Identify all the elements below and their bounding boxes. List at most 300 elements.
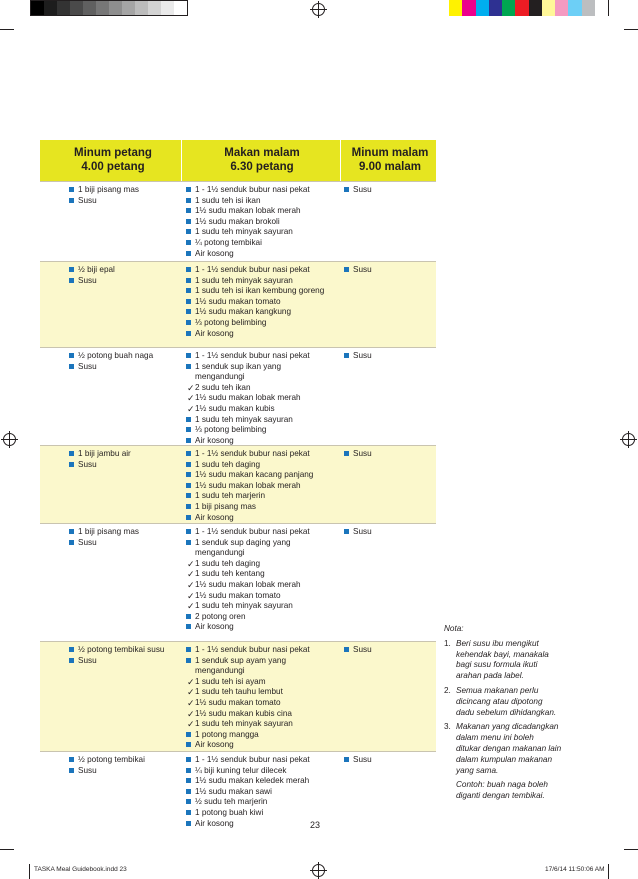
list-item xyxy=(186,265,324,276)
crop-mark xyxy=(608,0,609,16)
item-text: 1 - 1½ senduk bubur nasi pekat xyxy=(195,265,310,274)
item-text: Susu xyxy=(353,755,372,764)
list-item xyxy=(344,527,372,538)
list-item xyxy=(186,687,310,698)
bullet-square-icon xyxy=(186,251,191,256)
checkmark-icon: ✓ xyxy=(187,697,195,708)
list-item xyxy=(344,265,372,276)
bullet-square-icon xyxy=(344,647,349,652)
bullet-square-icon xyxy=(186,462,191,467)
header-time: 4.00 petang xyxy=(81,161,145,173)
list-item xyxy=(186,185,310,196)
item-text: 1½ sudu makan kangkung xyxy=(195,307,292,317)
grayscale-color-bar xyxy=(30,0,188,16)
header-time: 9.00 malam xyxy=(358,161,421,173)
item-text: 1½ sudu makan kubis cina xyxy=(195,708,292,718)
list-item xyxy=(186,666,310,677)
item-text: 2 sudu teh ikan xyxy=(195,382,251,392)
list-item xyxy=(186,286,324,297)
item-text: mengandungi xyxy=(195,372,245,382)
page-number: 23 xyxy=(310,820,321,830)
note-line: Semua makanan perlu xyxy=(456,685,539,695)
list-item xyxy=(186,527,310,538)
table-row xyxy=(40,641,436,751)
header-minum-petang xyxy=(58,146,168,174)
list-item xyxy=(186,362,310,373)
table-cell xyxy=(69,265,115,286)
table-row xyxy=(40,751,436,835)
bullet-square-icon xyxy=(186,742,191,747)
bullet-square-icon xyxy=(186,438,191,443)
bullet-square-icon xyxy=(186,198,191,203)
note-line: Contoh: buah naga boleh xyxy=(456,780,548,790)
checkmark-icon: ✓ xyxy=(187,719,195,730)
list-item xyxy=(186,808,310,819)
table-row xyxy=(40,181,436,261)
item-text: mengandungi xyxy=(195,666,245,676)
list-item xyxy=(186,460,313,471)
list-item xyxy=(186,709,310,720)
bullet-square-icon xyxy=(69,187,74,192)
list-item xyxy=(186,491,313,502)
crop-mark xyxy=(29,864,30,879)
item-text: ¼ biji kuning telur dilecek xyxy=(195,765,287,775)
bullet-square-icon xyxy=(186,624,191,629)
bullet-square-icon xyxy=(186,647,191,652)
note-line: yang sama. xyxy=(456,765,499,775)
bullet-square-icon xyxy=(186,778,191,783)
checkmark-icon: ✓ xyxy=(187,590,195,601)
table-header xyxy=(40,140,436,181)
item-text: 1 sudu teh minyak sayuran xyxy=(195,275,293,285)
bullet-square-icon xyxy=(69,540,74,545)
note-line: arahan pada label. xyxy=(456,671,524,681)
item-text: 1 sudu teh isi ayam xyxy=(195,676,266,686)
item-text: 1 senduk sup daging yang xyxy=(195,537,291,547)
list-item xyxy=(69,196,139,207)
table-cell xyxy=(344,527,372,538)
list-item xyxy=(186,819,310,830)
list-item xyxy=(186,776,310,787)
item-text: Susu xyxy=(78,275,97,285)
item-text: 1½ sudu makan brokoli xyxy=(195,216,280,226)
list-item xyxy=(186,470,313,481)
bullet-square-icon xyxy=(186,240,191,245)
item-text: Susu xyxy=(353,645,372,654)
bullet-square-icon xyxy=(186,540,191,545)
item-text: 1½ sudu makan kacang panjang xyxy=(195,470,314,480)
item-text: 1½ sudu makan tomato xyxy=(195,296,281,306)
note-line: Makanan yang dicadangkan xyxy=(456,722,559,732)
item-text: 1 sudu teh daging xyxy=(195,558,261,568)
bullet-square-icon xyxy=(186,529,191,534)
bullet-square-icon xyxy=(186,483,191,488)
bullet-square-icon xyxy=(186,331,191,336)
list-item xyxy=(186,766,310,777)
list-item xyxy=(69,538,139,549)
bullet-square-icon xyxy=(186,278,191,283)
registration-mark-icon xyxy=(622,433,635,446)
bullet-square-icon xyxy=(186,810,191,815)
checkmark-icon: ✓ xyxy=(187,569,195,580)
item-text: 1 potong mangga xyxy=(195,729,259,739)
item-text: Air kosong xyxy=(195,740,234,750)
note-number: 2. xyxy=(444,685,451,695)
table-row xyxy=(40,445,436,523)
list-item xyxy=(69,645,164,656)
item-text: 1 sudu teh tauhu lembut xyxy=(195,687,283,697)
item-text: 1 - 1½ senduk bubur nasi pekat xyxy=(195,645,310,654)
item-text: 1 - 1½ senduk bubur nasi pekat xyxy=(195,527,310,536)
list-item xyxy=(186,645,310,656)
list-item xyxy=(69,351,153,362)
list-item xyxy=(186,206,310,217)
item-text: Air kosong xyxy=(195,818,234,828)
header-minum-malam xyxy=(344,146,436,174)
list-item xyxy=(69,185,139,196)
bullet-square-icon xyxy=(186,288,191,293)
bullet-square-icon xyxy=(344,757,349,762)
header-makan-malam xyxy=(186,146,338,174)
bullet-square-icon xyxy=(344,267,349,272)
list-item xyxy=(186,538,310,549)
item-text: ½ sudu teh marjerin xyxy=(195,797,268,807)
item-text: 1 biji pisang mas xyxy=(195,501,256,511)
item-text: 1½ sudu makan sawi xyxy=(195,786,272,796)
table-cell xyxy=(344,449,372,460)
item-text: Susu xyxy=(78,765,97,775)
table-cell xyxy=(344,185,372,196)
bullet-square-icon xyxy=(69,647,74,652)
bullet-square-icon xyxy=(69,198,74,203)
item-text: 1 biji pisang mas xyxy=(78,527,139,536)
item-text: 1½ sudu makan keledek merah xyxy=(195,776,310,786)
header-title: Makan malam xyxy=(224,147,300,159)
item-text: ½ potong buah naga xyxy=(78,351,154,360)
list-item xyxy=(186,797,310,808)
list-item xyxy=(69,766,145,777)
note-line: dadu sebelum dihidangkan. xyxy=(456,707,557,717)
item-text: ½ biji epal xyxy=(78,265,115,274)
list-item xyxy=(186,601,310,612)
table-cell xyxy=(69,185,139,206)
bullet-square-icon xyxy=(69,462,74,467)
note-line: ditukar dengan makanan lain xyxy=(456,743,562,753)
item-text: Susu xyxy=(78,195,97,205)
list-item xyxy=(186,677,310,688)
note-item xyxy=(444,686,584,718)
bullet-square-icon xyxy=(186,732,191,737)
table-cell xyxy=(186,755,310,829)
bullet-square-icon xyxy=(186,353,191,358)
list-item xyxy=(186,415,310,426)
item-text: Susu xyxy=(78,361,97,371)
item-text: Air kosong xyxy=(195,328,234,338)
item-text: 1 senduk sup ikan yang xyxy=(195,361,282,371)
item-text: ¼ potong tembikai xyxy=(195,237,262,247)
item-text: 1½ sudu makan lobak merah xyxy=(195,480,301,490)
item-text: Susu xyxy=(353,449,372,458)
cmyk-color-bar xyxy=(449,0,608,16)
list-item xyxy=(186,383,310,394)
bullet-square-icon xyxy=(186,299,191,304)
crop-mark xyxy=(608,864,609,879)
list-item xyxy=(186,513,313,524)
bullet-square-icon xyxy=(186,219,191,224)
item-text: 1 sudu teh isi ikan xyxy=(195,195,261,205)
item-text: ⅓ potong belimbing xyxy=(195,317,267,327)
checkmark-icon: ✓ xyxy=(187,601,195,612)
item-text: mengandungi xyxy=(195,548,245,558)
bullet-square-icon xyxy=(69,451,74,456)
checkmark-icon: ✓ xyxy=(187,393,195,404)
list-item xyxy=(69,449,131,460)
bullet-square-icon xyxy=(186,364,191,369)
list-item xyxy=(186,730,310,741)
list-item xyxy=(69,656,164,667)
item-text: Air kosong xyxy=(195,435,234,445)
item-text: Susu xyxy=(353,527,372,536)
bullet-square-icon xyxy=(69,658,74,663)
crop-mark xyxy=(624,849,638,850)
note-item xyxy=(444,639,584,682)
table-cell xyxy=(69,645,164,666)
list-item xyxy=(186,393,310,404)
list-item xyxy=(186,404,310,415)
bullet-square-icon xyxy=(69,529,74,534)
bullet-square-icon xyxy=(186,757,191,762)
list-item xyxy=(186,580,310,591)
item-text: 1 - 1½ senduk bubur nasi pekat xyxy=(195,755,310,764)
list-item xyxy=(186,481,313,492)
item-text: Susu xyxy=(78,537,97,547)
list-item xyxy=(186,238,310,249)
bullet-square-icon xyxy=(186,493,191,498)
list-item xyxy=(69,265,115,276)
list-item xyxy=(186,425,310,436)
table-cell xyxy=(186,645,310,751)
note-line: diganti dengan tembikai. xyxy=(456,791,545,801)
list-item xyxy=(344,351,372,362)
checkmark-icon: ✓ xyxy=(187,708,195,719)
bullet-square-icon xyxy=(186,267,191,272)
header-time: 6.30 petang xyxy=(230,161,294,173)
list-item xyxy=(186,656,310,667)
table-cell xyxy=(344,265,372,276)
item-text: Susu xyxy=(353,351,372,360)
registration-mark-icon xyxy=(3,433,16,446)
crop-mark xyxy=(0,849,14,850)
crop-mark xyxy=(0,29,14,30)
list-item xyxy=(186,740,310,751)
list-item xyxy=(186,591,310,602)
column-divider xyxy=(340,140,341,181)
item-text: 1 sudu teh minyak sayuran xyxy=(195,414,293,424)
table-row xyxy=(40,347,436,445)
item-text: Air kosong xyxy=(195,512,234,522)
crop-mark xyxy=(624,29,638,30)
table-cell xyxy=(344,351,372,362)
table-cell xyxy=(69,527,139,548)
list-item xyxy=(186,249,310,260)
list-item xyxy=(344,185,372,196)
bullet-square-icon xyxy=(344,451,349,456)
list-item xyxy=(186,569,310,580)
table-cell xyxy=(69,755,145,776)
item-text: 1 potong buah kiwi xyxy=(195,807,264,817)
bullet-square-icon xyxy=(186,614,191,619)
note-line: dicincang atau dipotong xyxy=(456,696,543,706)
registration-mark-icon xyxy=(312,864,325,877)
item-text: 1½ sudu makan lobak merah xyxy=(195,393,301,403)
bullet-square-icon xyxy=(69,353,74,358)
item-text: 1 sudu teh daging xyxy=(195,459,261,469)
note-number: 3. xyxy=(444,722,451,732)
list-item xyxy=(186,227,310,238)
list-item xyxy=(186,755,310,766)
list-item xyxy=(186,276,324,287)
bullet-square-icon xyxy=(69,768,74,773)
table-cell xyxy=(186,527,310,633)
note-item xyxy=(444,722,584,776)
item-text: Susu xyxy=(353,185,372,194)
bullet-square-icon xyxy=(186,658,191,663)
checkmark-icon: ✓ xyxy=(187,579,195,590)
list-item xyxy=(186,698,310,709)
bullet-square-icon xyxy=(344,187,349,192)
table-row xyxy=(40,523,436,641)
bullet-square-icon xyxy=(186,229,191,234)
item-text: 1 sudu teh marjerin xyxy=(195,491,266,501)
checkmark-icon: ✓ xyxy=(187,558,195,569)
item-text: Air kosong xyxy=(195,248,234,258)
note-line: kehendak bayi, manakala xyxy=(456,649,549,659)
list-item xyxy=(69,460,131,471)
bullet-square-icon xyxy=(69,757,74,762)
checkmark-icon: ✓ xyxy=(187,687,195,698)
bullet-square-icon xyxy=(186,427,191,432)
list-item xyxy=(186,502,313,513)
table-cell xyxy=(186,265,324,339)
list-item xyxy=(186,719,310,730)
slug-timestamp: 17/6/14 11:50:06 AM xyxy=(545,866,605,873)
list-item xyxy=(186,196,310,207)
evening-menu-table xyxy=(40,140,436,835)
item-text: Susu xyxy=(353,265,372,274)
bullet-square-icon xyxy=(186,789,191,794)
list-item xyxy=(186,449,313,460)
note-number: 1. xyxy=(444,638,451,648)
bullet-square-icon xyxy=(186,821,191,826)
list-item xyxy=(186,351,310,362)
bullet-square-icon xyxy=(186,799,191,804)
bullet-square-icon xyxy=(186,504,191,509)
item-text: ½ potong tembikai xyxy=(78,755,145,764)
table-cell xyxy=(344,755,372,766)
list-item xyxy=(186,559,310,570)
bullet-square-icon xyxy=(186,208,191,213)
item-text: 1½ sudu makan lobak merah xyxy=(195,579,301,589)
table-cell xyxy=(186,351,310,446)
bullet-square-icon xyxy=(344,529,349,534)
table-cell xyxy=(186,449,313,523)
item-text: 1 biji pisang mas xyxy=(78,185,139,194)
list-item xyxy=(186,318,324,329)
list-item xyxy=(186,548,310,559)
table-cell xyxy=(69,351,153,372)
list-item xyxy=(186,372,310,383)
item-text: 1 biji jambu air xyxy=(78,449,131,458)
list-item xyxy=(186,307,324,318)
item-text: Susu xyxy=(78,655,97,665)
item-text: 1 sudu teh minyak sayuran xyxy=(195,719,293,729)
note-item xyxy=(444,780,584,802)
list-item xyxy=(186,622,310,633)
list-item xyxy=(344,449,372,460)
item-text: 1½ sudu makan tomato xyxy=(195,697,281,707)
note-line: dalam kumpulan makanan xyxy=(456,754,553,764)
item-text: 1 sudu teh minyak sayuran xyxy=(195,227,293,237)
note-line: Beri susu ibu mengikut xyxy=(456,638,539,648)
bullet-square-icon xyxy=(69,267,74,272)
header-title: Minum petang xyxy=(74,147,152,159)
item-text: Susu xyxy=(78,459,97,469)
list-item xyxy=(69,527,139,538)
table-cell xyxy=(186,185,310,259)
list-item xyxy=(69,362,153,373)
notes-title: Nota: xyxy=(444,624,464,633)
bullet-square-icon xyxy=(186,320,191,325)
bullet-square-icon xyxy=(69,364,74,369)
note-line: bagi susu formula ikuti xyxy=(456,660,538,670)
item-text: 1 - 1½ senduk bubur nasi pekat xyxy=(195,185,310,194)
item-text: 1½ sudu makan lobak merah xyxy=(195,206,301,216)
item-text: ½ potong tembikai susu xyxy=(78,645,165,654)
slug-filename: TASKA Meal Guidebook.indd 23 xyxy=(34,866,127,873)
checkmark-icon: ✓ xyxy=(187,676,195,687)
bullet-square-icon xyxy=(186,768,191,773)
item-text: 1 - 1½ senduk bubur nasi pekat xyxy=(195,449,310,458)
checkmark-icon: ✓ xyxy=(187,403,195,414)
list-item xyxy=(344,645,372,656)
list-item xyxy=(186,612,310,623)
bullet-square-icon xyxy=(186,187,191,192)
table-cell xyxy=(69,449,131,470)
item-text: 1 sudu teh kentang xyxy=(195,569,265,579)
bullet-square-icon xyxy=(186,417,191,422)
item-text: ⅓ potong belimbing xyxy=(195,425,267,435)
bullet-square-icon xyxy=(186,515,191,520)
notes-box xyxy=(444,624,584,802)
list-item xyxy=(69,276,115,287)
list-item xyxy=(69,755,145,766)
table-cell xyxy=(344,645,372,656)
item-text: 1 sudu teh isi ikan kembung goreng xyxy=(195,286,325,296)
item-text: Air kosong xyxy=(195,622,234,632)
bullet-square-icon xyxy=(344,353,349,358)
bullet-square-icon xyxy=(186,309,191,314)
item-text: 2 potong oren xyxy=(195,611,246,621)
item-text: 1 - 1½ senduk bubur nasi pekat xyxy=(195,351,310,360)
header-title: Minum malam xyxy=(351,147,429,159)
list-item xyxy=(186,297,324,308)
note-line: dalam menu ini boleh xyxy=(456,733,534,743)
bullet-square-icon xyxy=(186,451,191,456)
item-text: 1 senduk sup ayam yang xyxy=(195,655,287,665)
checkmark-icon: ✓ xyxy=(187,382,195,393)
item-text: 1½ sudu makan kubis xyxy=(195,403,275,413)
item-text: 1½ sudu makan tomato xyxy=(195,590,281,600)
